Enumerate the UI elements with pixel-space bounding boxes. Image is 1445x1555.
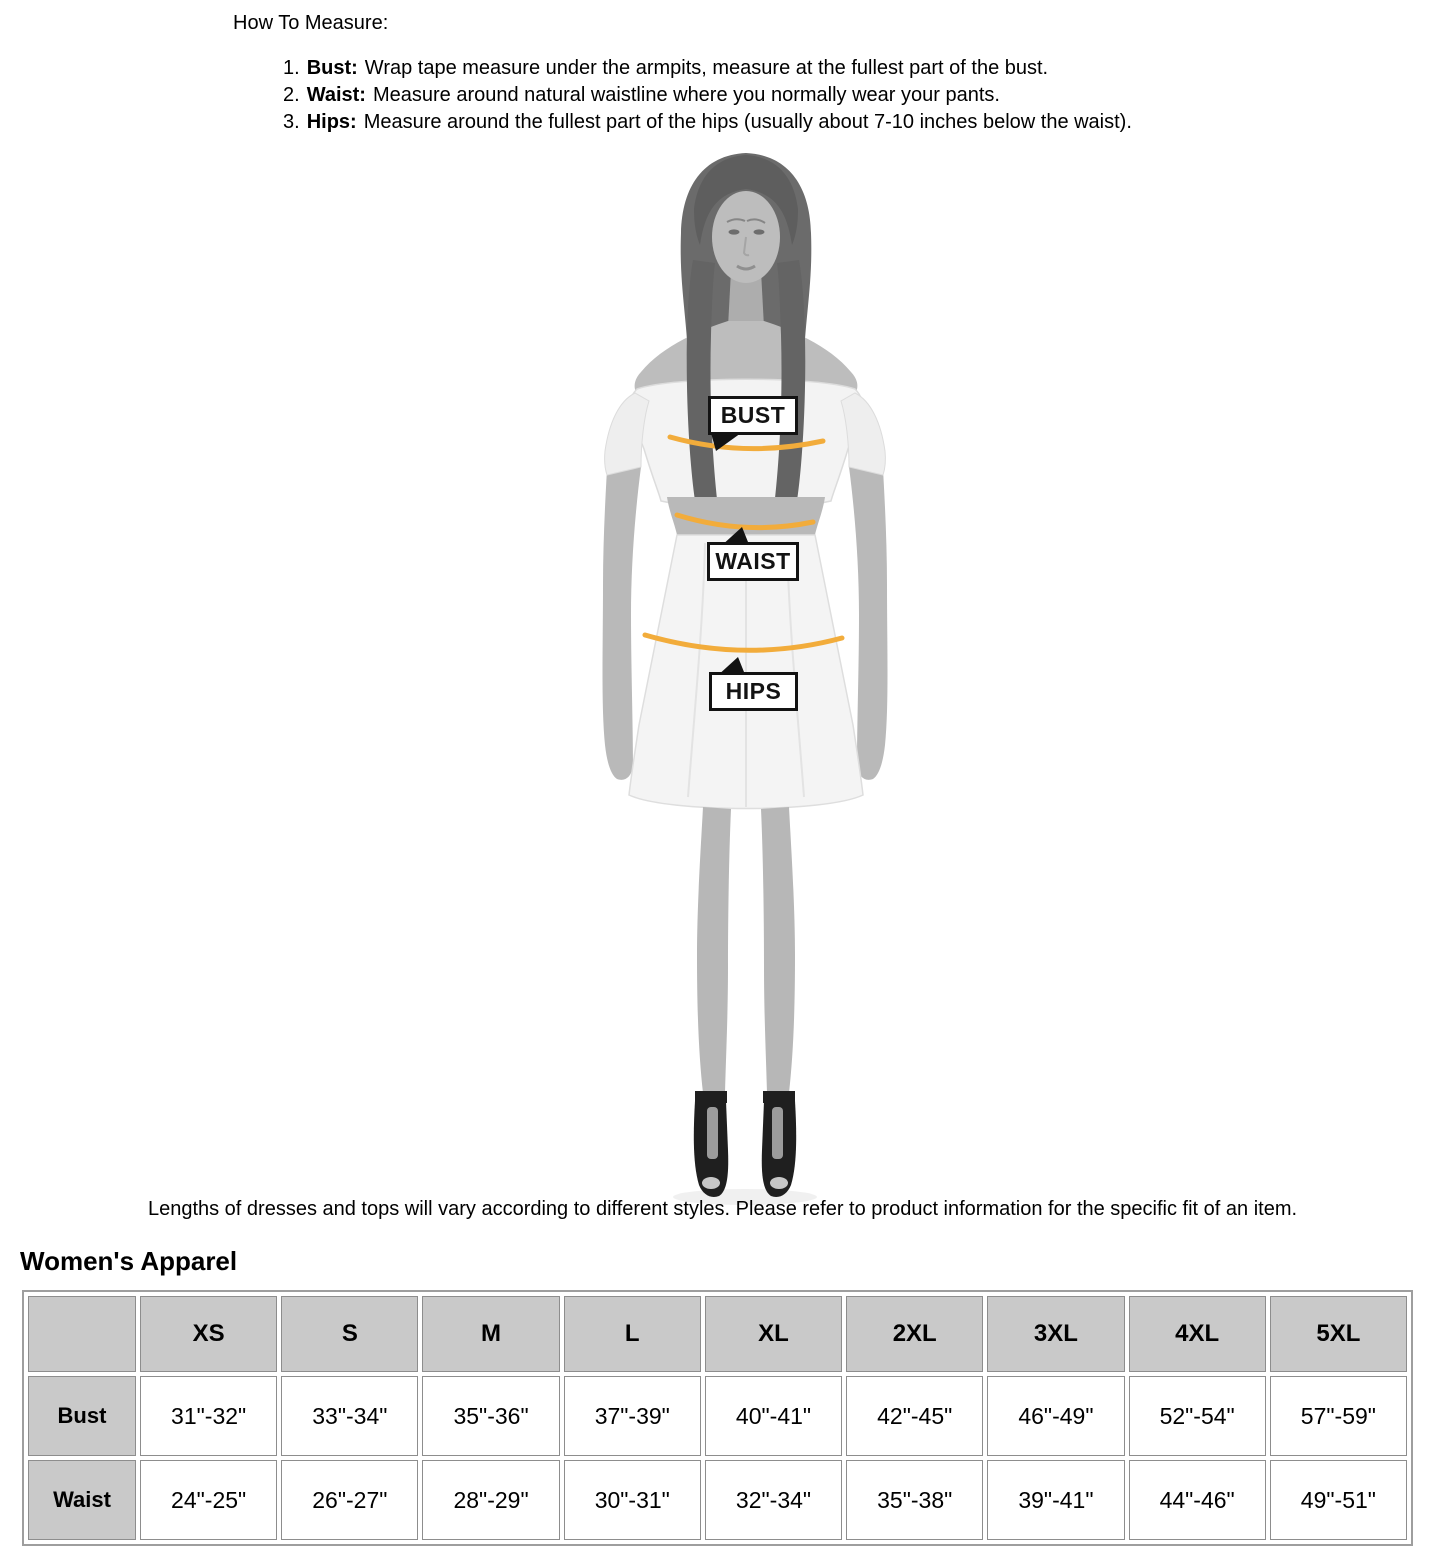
hips-label: HIPS xyxy=(709,672,798,711)
waist-row-label: Waist xyxy=(28,1460,136,1540)
eye-right xyxy=(754,229,765,234)
bust-label: BUST xyxy=(708,396,798,435)
size-header-xs: XS xyxy=(140,1296,277,1372)
waist-value: 39"-41" xyxy=(987,1460,1124,1540)
waist-value: 26"-27" xyxy=(281,1460,418,1540)
size-chart-table xyxy=(22,1290,1413,1546)
instruction-term: Hips: xyxy=(306,111,357,133)
how-to-measure-title: How To Measure: xyxy=(233,12,389,34)
waist-value: 24"-25" xyxy=(140,1460,277,1540)
bust-value: 40"-41" xyxy=(705,1376,842,1456)
womens-apparel-heading: Women's Apparel xyxy=(20,1246,238,1276)
instruction-number: 3. xyxy=(283,111,300,133)
bust-value: 37"-39" xyxy=(564,1376,701,1456)
shoe-right-toe xyxy=(770,1177,788,1189)
instruction-hips xyxy=(283,109,1132,136)
leg-right xyxy=(761,807,795,1093)
sleeve-left xyxy=(605,393,649,475)
instruction-term: Waist: xyxy=(306,84,366,106)
instruction-term: Bust: xyxy=(306,57,358,79)
bust-value: 33"-34" xyxy=(281,1376,418,1456)
bust-value: 42"-45" xyxy=(846,1376,983,1456)
instruction-bust xyxy=(283,55,1132,82)
bust-value: 31"-32" xyxy=(140,1376,277,1456)
sleeve-right xyxy=(841,393,885,475)
size-header-row xyxy=(28,1296,1407,1372)
size-header-3xl: 3XL xyxy=(987,1296,1124,1372)
shoe-right-buckle xyxy=(772,1107,783,1159)
waist-row xyxy=(28,1460,1407,1540)
size-header-xl: XL xyxy=(705,1296,842,1372)
shoe-left-buckle xyxy=(707,1107,718,1159)
instruction-waist xyxy=(283,82,1132,109)
size-header-4xl: 4XL xyxy=(1129,1296,1266,1372)
shoe-left-toe xyxy=(702,1177,720,1189)
leg-left xyxy=(697,807,731,1093)
eye-left xyxy=(729,229,740,234)
instruction-text: Wrap tape measure under the armpits, measure at the fullest part of the bust. xyxy=(364,57,1049,79)
bust-value: 35"-36" xyxy=(422,1376,559,1456)
measure-instructions-list xyxy=(283,55,1132,136)
bust-value: 57"-59" xyxy=(1270,1376,1407,1456)
waist-value: 28"-29" xyxy=(422,1460,559,1540)
size-header-5xl: 5XL xyxy=(1270,1296,1407,1372)
size-header-2xl: 2XL xyxy=(846,1296,983,1372)
waist-value: 35"-38" xyxy=(846,1460,983,1540)
instruction-text: Measure around natural waistline where you normally wear your pants. xyxy=(372,84,1000,106)
waist-label: WAIST xyxy=(707,542,799,581)
size-header-l: L xyxy=(564,1296,701,1372)
fit-note-caption: Lengths of dresses and tops will vary according to different styles. Please refer to product information for the specific fit of an item. xyxy=(147,1198,1298,1220)
waist-value: 44"-46" xyxy=(1129,1460,1266,1540)
instruction-number: 1. xyxy=(283,57,300,79)
size-header-m: M xyxy=(422,1296,559,1372)
bust-row xyxy=(28,1376,1407,1456)
corner-cell xyxy=(28,1296,136,1372)
bust-value: 52"-54" xyxy=(1129,1376,1266,1456)
instruction-number: 2. xyxy=(283,84,300,106)
size-header-s: S xyxy=(281,1296,418,1372)
bust-value: 46"-49" xyxy=(987,1376,1124,1456)
waist-value: 30"-31" xyxy=(564,1460,701,1540)
waist-value: 49"-51" xyxy=(1270,1460,1407,1540)
instruction-text: Measure around the fullest part of the hips (usually about 7-10 inches below the waist). xyxy=(363,111,1132,133)
bust-row-label: Bust xyxy=(28,1376,136,1456)
waist-value: 32"-34" xyxy=(705,1460,842,1540)
arm-left xyxy=(603,467,642,780)
